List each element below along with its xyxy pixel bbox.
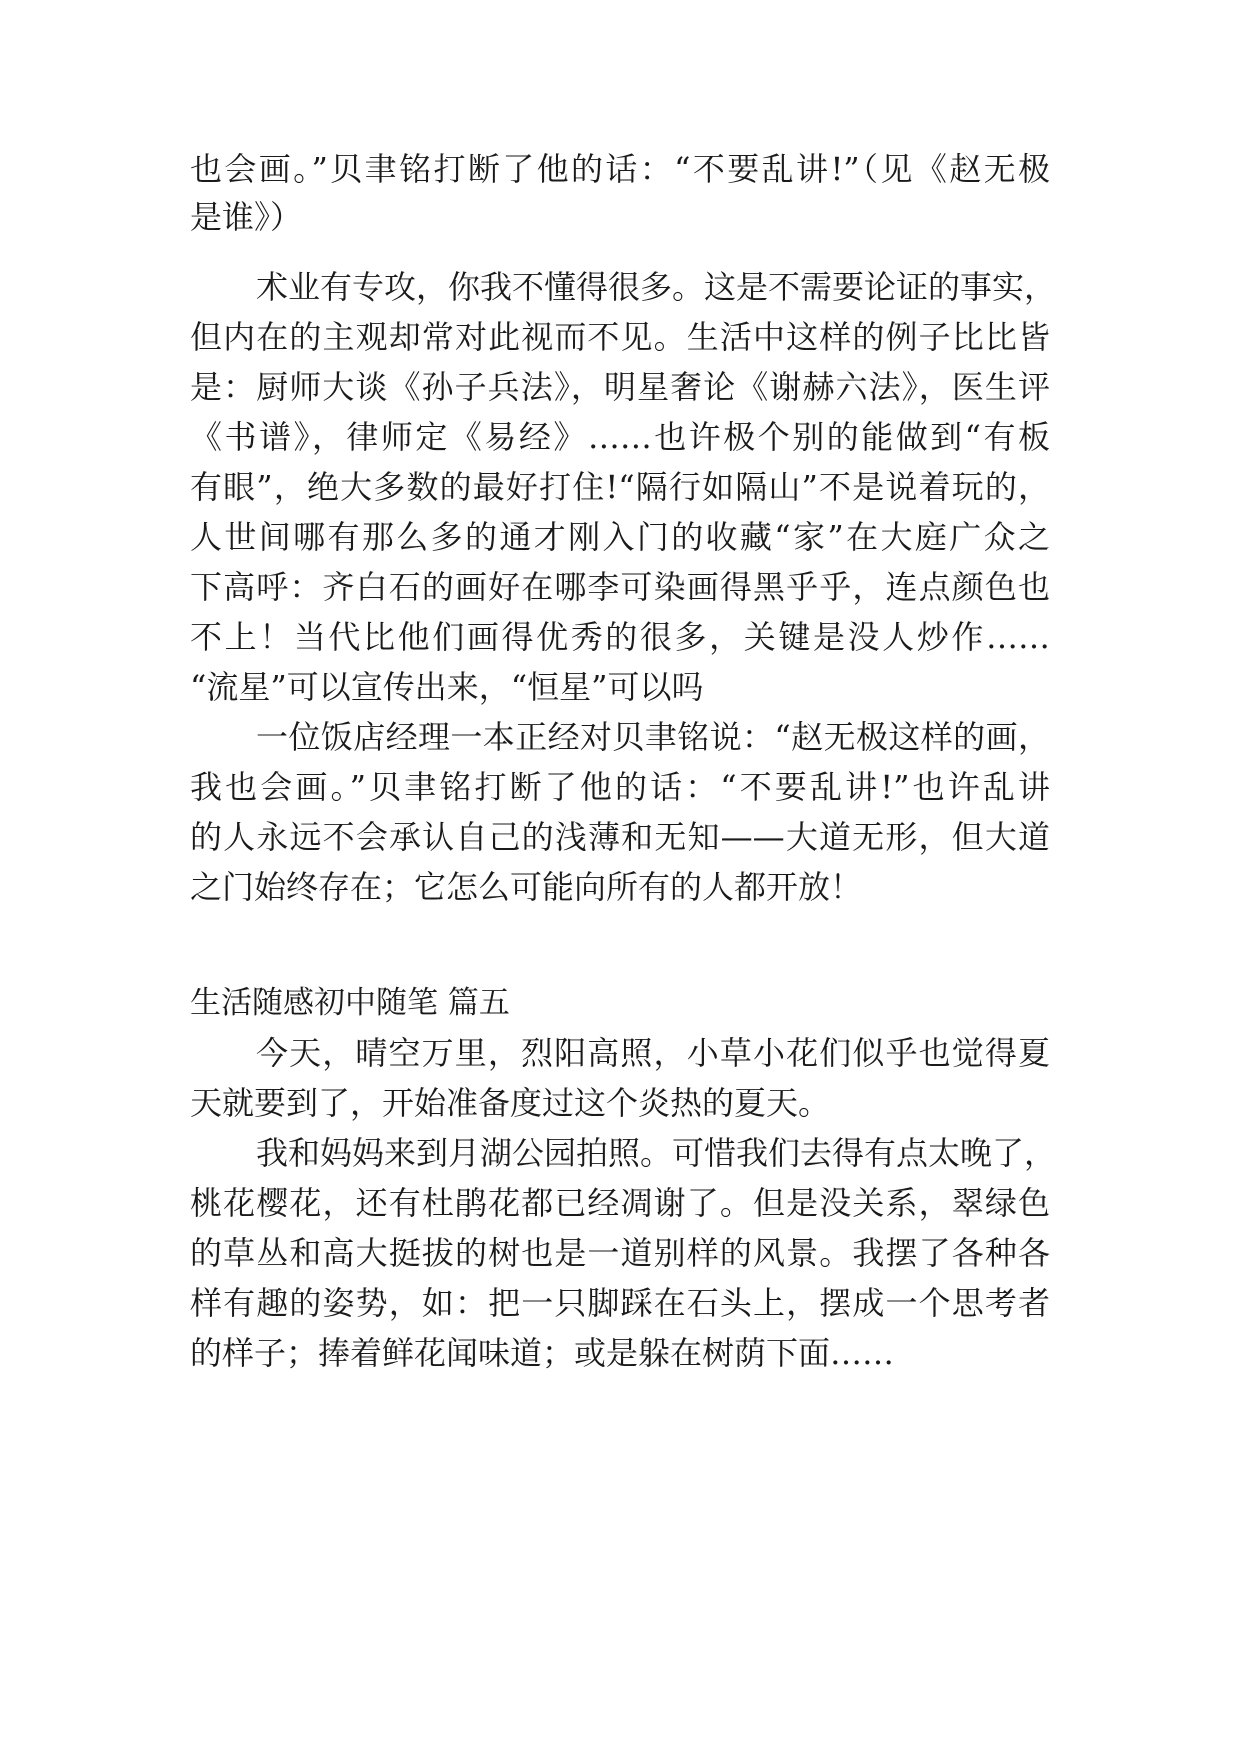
text-line: 的草丛和高大挺拔的树也是一道别样的风景。我摆了各种各 [190,1234,1050,1272]
text-line: 样有趣的姿势，如：把一只脚踩在石头上，摆成一个思考者 [190,1284,1050,1322]
text-line: 的样子；捧着鲜花闻味道；或是躲在树荫下面…… [190,1334,895,1372]
text-line: 桃花樱花，还有杜鹃花都已经凋谢了。但是没关系，翠绿色 [190,1184,1050,1222]
text-line: 之门始终存在；它怎么可能向所有的人都开放！ [190,868,863,906]
text-line: 是谁》） [190,198,303,236]
text-line: 我也会画。”贝聿铭打断了他的话：“不要乱讲!”也许乱讲 [190,768,1050,806]
text-line: 但内在的主观却常对此视而不见。生活中这样的例子比比皆 [190,318,1050,356]
text-line: 人世间哪有那么多的通才刚入门的收藏“家”在大庭广众之 [190,518,1050,556]
text-line: 《书谱》，律师定《易经》……也许极个别的能做到“有板 [190,418,1050,456]
text-line: 有眼”，绝大多数的最好打住!“隔行如隔山”不是说着玩的， [190,468,1050,506]
paragraph-first-line: 一位饭店经理一本正经对贝聿铭说：“赵无极这样的画， [256,718,1050,756]
text-line: 的人永远不会承认自己的浅薄和无知——大道无形，但大道 [190,818,1050,856]
paragraph-first-line: 今天，晴空万里，烈阳高照，小草小花们似乎也觉得夏 [256,1034,1050,1072]
text-line: 不上！当代比他们画得优秀的很多，关键是没人炒作…… [190,618,1050,656]
text-line: 是：厨师大谈《孙子兵法》，明星奢论《谢赫六法》，医生评 [190,368,1050,406]
text-line: 下高呼：齐白石的画好在哪李可染画得黑乎乎，连点颜色也 [190,568,1050,606]
paragraph-first-line: 我和妈妈来到月湖公园拍照。可惜我们去得有点太晚了， [256,1134,1057,1172]
text-line: 也会画。”贝聿铭打断了他的话：“不要乱讲!”（见《赵无极 [190,150,1050,188]
paragraph-first-line: 术业有专攻，你我不懂得很多。这是不需要论证的事实， [256,268,1057,306]
text-line: “流星”可以宣传出来，“恒星”可以吗 [190,668,704,706]
text-line: 天就要到了，开始准备度过这个炎热的夏天。 [190,1084,831,1122]
section-heading: 生活随感初中随笔 篇五 [190,985,510,1021]
